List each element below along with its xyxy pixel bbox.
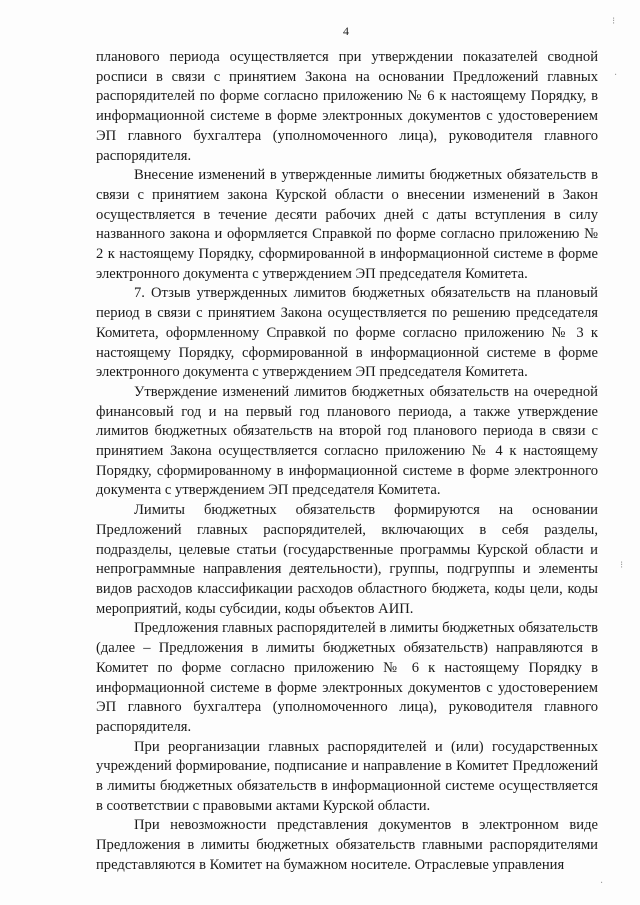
paragraph-8: При невозможности представления документов в электронном виде Предложения в лимиты бюджетных обязательств главными распорядителями представляются в Комитет на бумажном носителе. Отраслевые управления [96, 817, 598, 873]
scan-artifact-mark: · [614, 70, 618, 81]
paragraph-2: Внесение изменений в утвержденные лимиты бюджетных обязательств в связи с принятием закона Курской области о внесении изменений в Закон осуществляется в течение десяти рабочих дней с даты вступления в силу названного закона и оформляется Справкой по форме согласно приложению № 2 к настоящему Порядку, сформированной в информационной системе в форме электронного документа с утверждением ЭП председателя Комитета. [96, 167, 598, 282]
page-number: 4 [343, 24, 349, 38]
paragraph-3: 7. Отзыв утвержденных лимитов бюджетных обязательств на плановый период в связи с принятием Закона осуществляется по решению председателя Комитета, оформленному Справкой по форме согласно приложению № 3 к настоящему Порядку, сформированной в информационной системе в форме электронного документа с утверждением ЭП председателя Комитета. [96, 285, 598, 381]
paragraph-1: планового периода осуществляется при утверждении показателей сводной росписи в связи с принятием Закона на основании Предложений главных распорядителей по форме согласно приложению № 6 к настоящему Порядку, в информационной системе в форме электронных документов с удостоверением ЭП главного бухгалтера (уполномоченного лица), руководителя главного распорядителя. [96, 49, 598, 164]
document-body [96, 48, 598, 876]
scan-artifact-mark: ⁝ [620, 560, 624, 571]
scan-artifact-mark: ⁝ [612, 16, 616, 27]
scan-artifact-mark: · [600, 878, 604, 889]
paragraph-5: Лимиты бюджетных обязательств формируются на основании Предложений главных распорядителей, включающих в себя разделы, подразделы, целевые статьи (государственные программы Курской области и непрограммные направления деятельности), группы, подгруппы и элементы видов расходов классификации расходов областного бюджета, коды цели, коды мероприятий, коды субсидии, коды объектов АИП. [96, 502, 598, 617]
paragraph-4: Утверждение изменений лимитов бюджетных обязательств на очередной финансовый год и на первый год планового периода, а также утверждение лимитов бюджетных обязательств на второй год планового периода в связи с принятием Закона осуществляется согласно приложению № 4 к настоящему Порядку, сформированному в информационной системе в форме электронного документа с утверждением ЭП председателя Комитета. [96, 383, 598, 499]
paragraph-7: При реорганизации главных распорядителей и (или) государственных учреждений формирование, подписание и направление в Комитет Предложений в лимиты бюджетных обязательств в информационной системе осуществляется в соответствии с правовыми актами Курской области. [96, 738, 598, 814]
paragraph-6: Предложения главных распорядителей в лимиты бюджетных обязательств (далее – Предложения в лимиты бюджетных обязательств) направляются в Комитет по форме согласно приложению № 6 к настоящему Порядку в информационной системе в форме электронных документов с удостоверением ЭП главного бухгалтера (уполномоченного лица), руководителя главного распорядителя. [96, 620, 598, 735]
